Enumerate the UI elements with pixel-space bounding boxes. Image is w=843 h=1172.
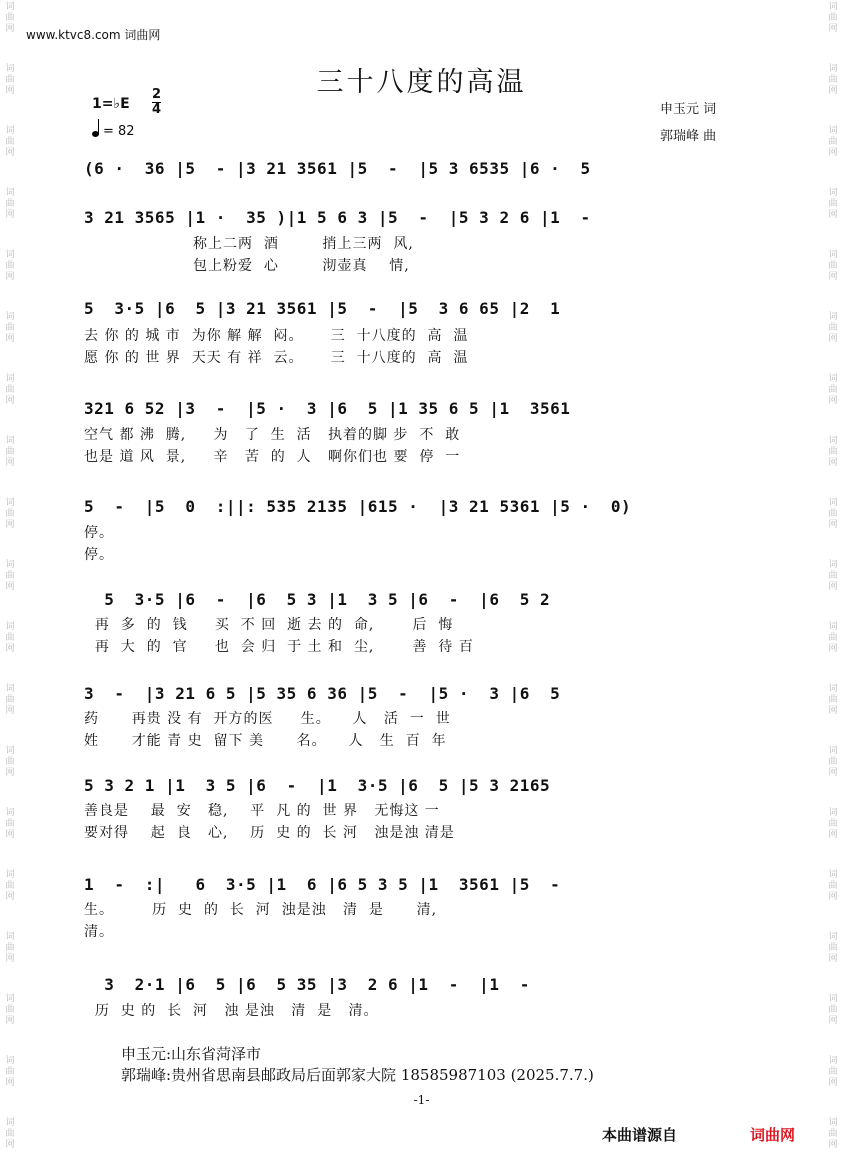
lyric-line: 空气 都 沸 腾, 为 了 生 活 执着的脚 步 不 敢	[84, 427, 461, 443]
lyricist-credit: 申玉元 词	[660, 102, 717, 117]
lyric-line: 停。	[84, 547, 114, 563]
score-row-2	[84, 204, 758, 230]
score-row-5	[84, 493, 758, 519]
notation: 321 6 52 |3 - |5 · 3 |6 5 |1 35 6 5 |1 3561	[84, 399, 571, 418]
notation: 3 2·1 |6 5 |6 5 35 |3 2 6 |1 - |1 -	[84, 975, 530, 994]
lyric-line: 要对得 起 良 心, 历 史 的 长 河 浊是浊 清是	[84, 825, 455, 841]
score-row-10	[84, 971, 758, 997]
footer-composer-address: 郭瑞峰:贵州省思南县邮政局后面郭家大院 18585987103 (2025.7.7.)	[121, 1066, 594, 1084]
score-row-1	[84, 155, 758, 181]
lyric-line: 历 史 的 长 河 浊 是浊 清 是 清。	[84, 1003, 379, 1019]
lyric-line: 称上二两 酒 捎上三两 风,	[84, 236, 414, 252]
watermark-right: 词曲网 词曲网 词曲网 词曲网 词曲网 词曲网 词曲网 词曲网 词曲网 词曲网 词曲网 词曲网 词曲网 词曲网 词曲网 词曲网 词曲网 词曲网 词曲网	[828, 2, 838, 1150]
score-row-6	[84, 586, 758, 612]
lyric-line: 再 多 的 钱 买 不 回 逝 去 的 命, 后 悔	[84, 617, 454, 633]
composer-credit: 郭瑞峰 曲	[660, 129, 717, 144]
footer-lyricist-address: 申玉元:山东省菏泽市	[121, 1045, 262, 1063]
notation: 5 - |5 0 :||: 535 2135 |615 · |3 21 5361 |5 · 0)	[84, 497, 632, 516]
tempo-marking	[92, 124, 135, 139]
notation: 1 - :| 6 3·5 |1 6 |6 5 3 5 |1 3561 |5 -	[84, 875, 561, 894]
score-row-8	[84, 772, 758, 798]
notation: (6 · 36 |5 - |3 21 3561 |5 - |5 3 6535 |6 · 5	[84, 159, 591, 178]
lyric-line: 愿 你 的 世 界 天天 有 祥 云。 三 十八度的 高 温	[84, 350, 469, 366]
time-sig-top: 2	[152, 87, 162, 102]
notation: 5 3·5 |6 5 |3 21 3561 |5 - |5 3 6 65 |2 1	[84, 299, 561, 318]
page-number: -1-	[413, 1093, 430, 1107]
score-row-3	[84, 295, 758, 321]
brand-logo[interactable]: 词曲网	[750, 1126, 796, 1144]
tempo-value: = 82	[103, 124, 135, 139]
time-sig-bottom: 4	[152, 102, 162, 117]
lyric-line: 也是 道 风 景, 辛 苦 的 人 啊你们也 要 停 一	[84, 449, 461, 465]
notation: 3 - |3 21 6 5 |5 35 6 36 |5 - |5 · 3 |6 5	[84, 684, 561, 703]
lyric-line: 药 再贵 没 有 开方的医 生。 人 活 一 世	[84, 711, 451, 727]
score-row-4	[84, 395, 758, 421]
quarter-note-icon	[92, 131, 99, 137]
key-signature: 1=♭E	[92, 96, 130, 112]
site-url[interactable]: www.ktvc8.com 词曲网	[26, 28, 161, 42]
score-row-9	[84, 871, 758, 897]
lyric-line: 清。	[84, 924, 114, 940]
lyric-line: 善良是 最 安 稳, 平 凡 的 世 界 无悔这 一	[84, 803, 440, 819]
notation: 5 3·5 |6 - |6 5 3 |1 3 5 |6 - |6 5 2	[84, 590, 551, 609]
lyric-line: 包上粉爱 心 沏壶真 情,	[84, 258, 410, 274]
song-title: 三十八度的高温	[316, 67, 527, 98]
notation: 3 21 3565 |1 · 35 )|1 5 6 3 |5 - |5 3 2 6 |1 -	[84, 208, 591, 227]
source-label: 本曲谱源自	[602, 1126, 678, 1144]
lyric-line: 姓 才能 青 史 留下 美 名。 人 生 百 年	[84, 733, 447, 749]
lyric-line: 停。	[84, 525, 114, 541]
lyric-line: 生。 历 史 的 长 河 浊是浊 清 是 清,	[84, 902, 438, 918]
notation: 5 3 2 1 |1 3 5 |6 - |1 3·5 |6 5 |5 3 2165	[84, 776, 551, 795]
lyric-line: 去 你 的 城 市 为你 解 解 闷。 三 十八度的 高 温	[84, 328, 469, 344]
lyric-line: 再 大 的 官 也 会 归 于 土 和 尘, 善 待 百	[84, 639, 474, 655]
watermark-left: 词曲网 词曲网 词曲网 词曲网 词曲网 词曲网 词曲网 词曲网 词曲网 词曲网 词曲网 词曲网 词曲网 词曲网 词曲网 词曲网 词曲网 词曲网 词曲网	[5, 2, 15, 1150]
time-signature	[152, 88, 161, 117]
score-row-7	[84, 680, 758, 706]
